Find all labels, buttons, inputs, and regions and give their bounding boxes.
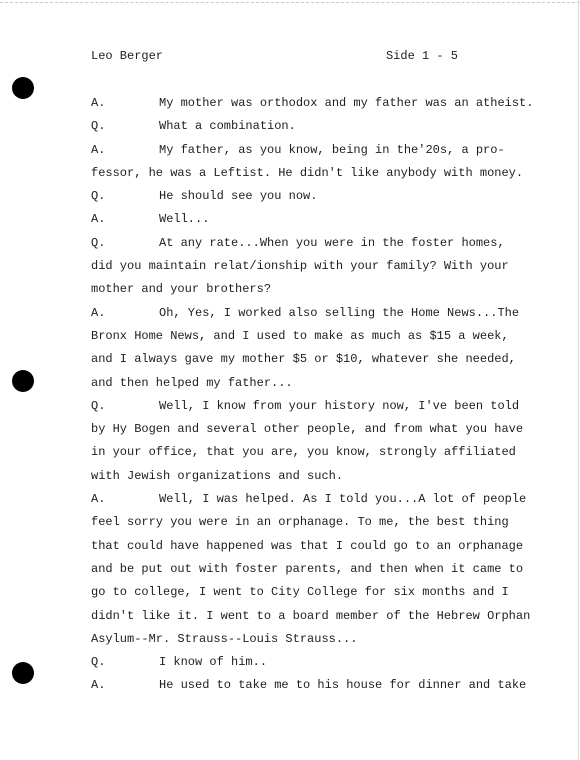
transcript-paragraph [91, 185, 521, 208]
transcript-line [91, 348, 521, 371]
speaker-label: Q. [91, 655, 106, 670]
line-text: with Jewish organizations and such. [91, 468, 344, 483]
transcript-paragraph [91, 92, 534, 115]
transcript-line [91, 605, 531, 628]
speaker-label: Q. [91, 398, 106, 413]
binder-hole [12, 370, 34, 392]
line-text: did you maintain relat/ionship with your family? With your [91, 259, 509, 274]
transcript-paragraph [91, 208, 521, 231]
speaker-label: Q. [91, 189, 106, 204]
line-text: by Hy Bogen and several other people, and from what you have [91, 422, 524, 437]
transcript-line [91, 278, 521, 301]
line-text: that could have happened was that I could go to an orphanage [91, 538, 524, 553]
transcript-line [91, 372, 521, 395]
transcript-paragraph [91, 395, 524, 488]
transcript-paragraph [91, 139, 524, 186]
line-text: Well, I know from your history now, I've been told [159, 398, 520, 413]
transcript-line [91, 511, 521, 534]
transcript-line [91, 674, 527, 697]
transcript-paragraph [91, 302, 521, 395]
transcript-line [91, 628, 521, 651]
transcript-line [91, 325, 521, 348]
transcript-line [91, 162, 524, 185]
page-right-edge [578, 0, 579, 760]
line-text: Oh, Yes, I worked also selling the Home News...The [159, 305, 520, 320]
transcript-line [91, 92, 534, 115]
speaker-label: Q. [91, 235, 106, 250]
transcript-line [91, 441, 521, 464]
line-text: He should see you now. [159, 189, 318, 204]
transcript-paragraph [91, 115, 521, 138]
page-number: Side 1 - 5 [385, 49, 458, 63]
speaker-label: A. [91, 305, 106, 320]
line-text: in your office, that you are, you know, strongly affiliated [91, 445, 516, 460]
transcript-body [91, 92, 534, 698]
line-text: fessor, he was a Leftist. He didn't like anybody with money. [91, 165, 524, 180]
transcript-line [91, 395, 521, 418]
line-text: He used to take me to his house for dinner and take [159, 678, 527, 693]
transcript-paragraph [91, 674, 527, 697]
line-text: mother and your brothers? [91, 282, 272, 297]
transcript-line [91, 208, 521, 231]
speaker-label: A. [91, 96, 106, 110]
line-text: Well, I was helped. As I told you...A lot of people [159, 492, 527, 507]
line-text: feel sorry you were in an orphanage. To me, the best thing [91, 515, 509, 530]
speaker-label: A. [91, 678, 106, 693]
line-text: go to college, I went to City College for six months and I [91, 585, 509, 600]
transcript-line [91, 465, 521, 488]
line-text: and then helped my father... [91, 375, 293, 390]
transcript-line [91, 185, 521, 208]
transcript-line [91, 651, 521, 674]
transcript-paragraph [91, 232, 521, 302]
speaker-label: Q. [91, 119, 106, 134]
transcript-paragraph [91, 488, 531, 651]
transcript-line [91, 558, 524, 581]
transcript-line [91, 581, 521, 604]
line-text: I know of him.. [159, 655, 268, 670]
line-text: My father, as you know, being in the'20s, a pro- [159, 142, 505, 157]
line-text: and be put out with foster parents, and then when it came to [91, 561, 524, 576]
speaker-label: A. [91, 212, 106, 227]
transcript-line [91, 115, 521, 138]
line-text: At any rate...When you were in the foster homes, [159, 235, 505, 250]
line-text: didn't like it. I went to a board member of the Hebrew Orphan [91, 608, 531, 623]
transcript-line [91, 535, 524, 558]
line-text: Asylum--Mr. Strauss--Louis Strauss... [91, 631, 358, 646]
speaker-label: A. [91, 142, 106, 157]
line-text: and I always gave my mother $5 or $10, whatever she needed, [91, 352, 516, 367]
binder-hole [12, 662, 34, 684]
speaker-label: A. [91, 492, 106, 507]
transcript-line [91, 232, 521, 255]
line-text: What a combination. [159, 119, 296, 134]
line-text: My mother was orthodox and my father was an atheist. [159, 96, 534, 110]
transcript-line [91, 488, 527, 511]
interviewee-name: Leo Berger [91, 49, 164, 63]
page-top-edge [0, 2, 580, 3]
line-text: Bronx Home News, and I used to make as much as $15 a week, [91, 328, 509, 343]
binder-hole [12, 77, 34, 99]
transcript-line [91, 418, 524, 441]
transcript-line [91, 255, 521, 278]
transcript-paragraph [91, 651, 521, 674]
transcript-line [91, 302, 521, 325]
line-text: Well... [159, 212, 210, 227]
transcript-line [91, 139, 521, 162]
